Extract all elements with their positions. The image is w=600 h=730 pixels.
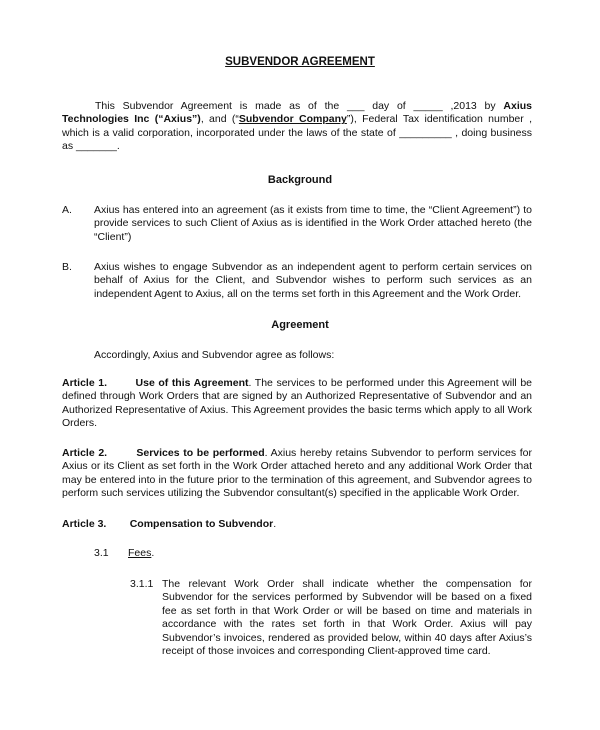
article-heading: Services to be performed: [136, 447, 265, 459]
agreement-heading: Agreement: [271, 319, 329, 331]
agreement-lead: Accordingly, Axius and Subvendor agree as follows:: [94, 349, 335, 361]
document-title: SUBVENDOR AGREEMENT: [225, 56, 375, 68]
background-item-a: [62, 204, 532, 244]
item-label: B.: [62, 261, 72, 273]
intro-and: , and (“: [200, 113, 239, 126]
background-item-b: [62, 261, 532, 301]
article-label: Article 2.: [62, 447, 108, 459]
company-short-name: (“Axius”): [154, 113, 201, 126]
item-label: A.: [62, 204, 72, 216]
company-name: Axius Technologies Inc: [62, 100, 532, 126]
section-3-1-1: [130, 578, 532, 658]
article-heading: Use of this Agreement: [135, 377, 249, 389]
background-heading: Background: [267, 174, 333, 186]
article-2: [62, 447, 532, 501]
intro-paragraph: [62, 100, 532, 154]
intro-rest: ”), Federal Tax identification number , which is a valid corporation, incorporated under the laws of the state of _________ , doing business as _______.: [62, 113, 533, 153]
item-text: Axius wishes to engage Subvendor as an independent agent to perform certain services on behalf of Axius for the Client, and Subvendor wishes to perform such services as an independent Agent to Axius, all on the terms set forth in this Agreement and the Work Order.: [94, 261, 532, 300]
section-text: The relevant Work Order shall indicate whether the compensation for Subvendor for the services performed by Subvendor will be based on a fixed fee as set forth in that Work Order or will be based on time and materials in accordance with the rates set forth in that Work Order. Axius will pay Subvendor’s invoices, rendered as provided below, within 40 days after Axius’s receipt of those invoices and corresponding Client-approved time card.: [162, 578, 532, 658]
article-text: .: [273, 518, 277, 530]
article-label: Article 1.: [62, 377, 107, 389]
article-3: [62, 518, 532, 531]
section-dot: .: [151, 547, 155, 559]
intro-text: This Subvendor Agreement is made as of the ___ day of _____ ,2013 by: [95, 100, 504, 112]
section-number: 3.1: [94, 547, 109, 559]
article-1: [62, 377, 532, 431]
article-label: Article 3.: [62, 518, 107, 530]
item-text: Axius has entered into an agreement (as it exists from time to time, the “Client Agreement”) to provide services to such Client of Axius as is identified in the Work Order attached hereto (the “Client”): [94, 204, 532, 243]
section-number: 3.1.1: [130, 578, 154, 590]
section-label: Fees: [128, 547, 152, 559]
article-text: . Axius hereby retains Subvendor to perform services for Axius or its Client as set forth in the Work Order attached hereto and any additional Work Order that may be entered into in the future prior to the termination of this agreement, and Subvendor agrees to perform such services utilizing the Subvendor consultant(s) specified in the applicable Work Order.: [62, 447, 532, 500]
subvendor-label: Subvendor Company: [238, 113, 347, 126]
article-text: . The services to be performed under this Agreement will be defined through Work Orders that are signed by an Authorized Representative of Subvendor and an Authorized Representative of Axius. This Agreement provides the basic terms which apply to all Work Orders.: [62, 377, 533, 430]
article-heading: Compensation to Subvendor: [129, 518, 274, 530]
section-3-1: [94, 547, 532, 560]
